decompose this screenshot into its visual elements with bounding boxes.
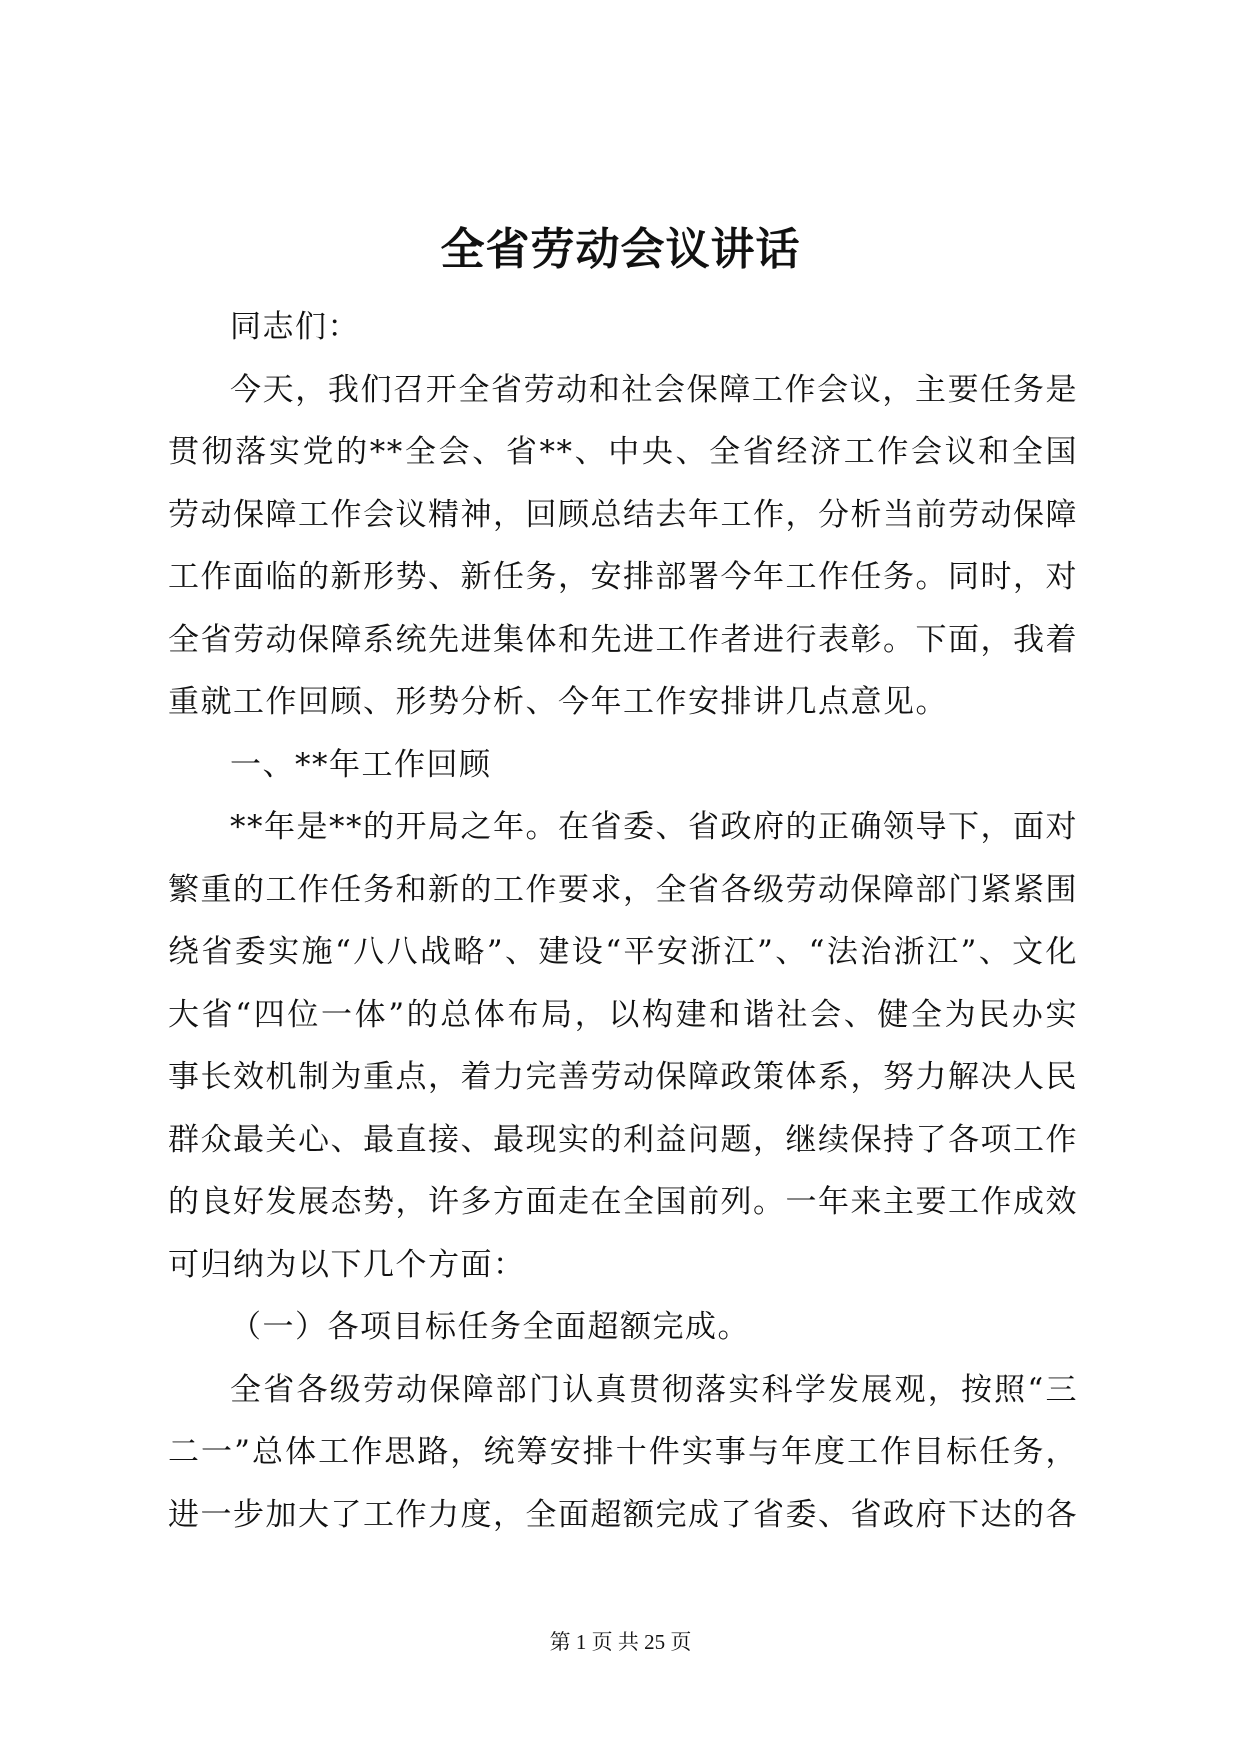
document-body — [168, 296, 1078, 1546]
paragraph-intro: 今天，我们召开全省劳动和社会保障工作会议，主要任务是贯彻落实党的**全会、省**、中央、全省经济工作会议和全国劳动保障工作会议精神，回顾总结去年工作，分析当前劳动保障工作面临的新形势、新任务，安排部署今年工作任务。同时，对全省劳动保障系统先进集体和先进工作者进行表彰。下面，我着重就工作回顾、形势分析、今年工作安排讲几点意见。 — [168, 371, 1078, 720]
subsection-heading-1: （一）各项目标任务全面超额完成。 — [230, 1309, 750, 1345]
section-heading-1: 一、**年工作回顾 — [230, 746, 492, 783]
page-number-footer: 第 1 页 共 25 页 — [549, 1630, 692, 1654]
salutation: 同志们： — [230, 309, 360, 345]
paragraph-targets: 全省各级劳动保障部门认真贯彻落实科学发展观，按照“三二一”总体工作思路，统筹安排十件实事与年度工作目标任务，进一步加大了工作力度，全面超额完成了省委、省政府下达的各 — [168, 1371, 1078, 1533]
document-title: 全省劳动会议讲话 — [440, 224, 801, 275]
paragraph-review: **年是**的开局之年。在省委、省政府的正确领导下，面对繁重的工作任务和新的工作要求，全省各级劳动保障部门紧紧围绕省委实施“八八战略”、建设“平安浙江”、“法治浙江”、文化大省“四位一体”的总体布局，以构建和谐社会、健全为民办实事长效机制为重点，着力完善劳动保障政策体系，努力解决人民群众最关心、最直接、最现实的利益问题，继续保持了各项工作的良好发展态势，许多方面走在全国前列。一年来主要工作成效可归纳为以下几个方面： — [168, 809, 1078, 1283]
